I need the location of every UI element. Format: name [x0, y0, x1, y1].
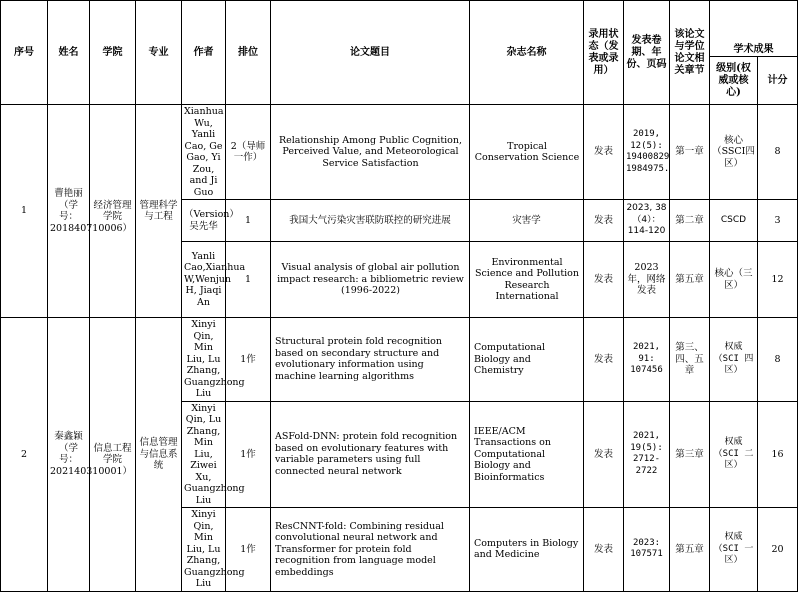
header-chapter: 该论文与学位论文相关章节 [670, 1, 710, 105]
paper-chapter: 第三章 [670, 401, 710, 508]
student-seq: 2 [1, 318, 48, 592]
student-seq: 1 [1, 105, 48, 318]
paper-journal: Computers in Biology and Medicine [470, 508, 584, 592]
paper-author: （Version）吴先华 [182, 200, 226, 242]
paper-status: 发表 [584, 200, 624, 242]
paper-chapter: 第五章 [670, 242, 710, 318]
paper-score: 12 [758, 242, 798, 318]
header-status: 录用状态（发表或录用） [584, 1, 624, 105]
student-college: 信息工程学院 [90, 318, 136, 592]
table-row [1, 105, 798, 200]
header-rank: 排位 [226, 1, 271, 105]
paper-level: 权威（SCI 四区） [710, 318, 758, 402]
paper-title: Structural protein fold recognition based on secondary structure and evolutionary information using machine learning algorithms [271, 318, 470, 402]
paper-score: 8 [758, 318, 798, 402]
header-journal: 杂志名称 [470, 1, 584, 105]
student-major: 管理科学与工程 [136, 105, 182, 318]
paper-journal: Environmental Science and Pollution Research International [470, 242, 584, 318]
header-publish-info: 发表卷期、年份、页码 [624, 1, 670, 105]
paper-chapter: 第一章 [670, 105, 710, 200]
header-college: 学院 [90, 1, 136, 105]
paper-rank: 2（导师一作） [226, 105, 271, 200]
header-score: 计分 [758, 57, 798, 105]
paper-score: 20 [758, 508, 798, 592]
paper-publish-info: 2021, 91: 107456 [624, 318, 670, 402]
student-name: 秦鑫颖（学号：202140310001） [48, 318, 90, 592]
paper-status: 发表 [584, 401, 624, 508]
header-author: 作者 [182, 1, 226, 105]
paper-score: 16 [758, 401, 798, 508]
paper-level: CSCD [710, 200, 758, 242]
header-achievement-group: 学术成果 [710, 1, 798, 57]
paper-author: Xinyi Qin, Min Liu, Lu Zhang, Guangzhong Liu [182, 318, 226, 402]
paper-title: 我国大气污染灾害联防联控的研究进展 [271, 200, 470, 242]
paper-status: 发表 [584, 105, 624, 200]
paper-author: Xianhua Wu, Yanli Cao, Ge Gao, Yi Zou, and Ji Guo [182, 105, 226, 200]
paper-publish-info: 2019, 12(5): 19400829 1984975. [624, 105, 670, 200]
paper-title: ResCNNT-fold: Combining residual convolutional neural network and Transformer for protein fold recognition from language model embeddings [271, 508, 470, 592]
paper-status: 发表 [584, 318, 624, 402]
paper-chapter: 第三、四、五章 [670, 318, 710, 402]
paper-chapter: 第五章 [670, 508, 710, 592]
student-name: 曹艳丽（学号：201840710006） [48, 105, 90, 318]
paper-level: 核心（SSCI四区） [710, 105, 758, 200]
header-seq: 序号 [1, 1, 48, 105]
paper-author: Xinyi Qin, Lu Zhang, Min Liu, Ziwei Xu, Guangzhong Liu [182, 401, 226, 508]
student-college: 经济管理学院 [90, 105, 136, 318]
paper-rank: 1 [226, 200, 271, 242]
paper-title: Visual analysis of global air pollution impact research: a bibliometric review (1996-2022) [271, 242, 470, 318]
paper-publish-info: 2021, 19(5): 2712-2722 [624, 401, 670, 508]
paper-score: 3 [758, 200, 798, 242]
header-paper-title: 论文题目 [271, 1, 470, 105]
paper-status: 发表 [584, 242, 624, 318]
paper-level: 核心（三区） [710, 242, 758, 318]
header-name: 姓名 [48, 1, 90, 105]
paper-level: 权威（SCI 一区） [710, 508, 758, 592]
paper-journal: Computational Biology and Chemistry [470, 318, 584, 402]
paper-status: 发表 [584, 508, 624, 592]
paper-rank: 1作 [226, 318, 271, 402]
paper-level: 权威（SCI 二区） [710, 401, 758, 508]
paper-journal: 灾害学 [470, 200, 584, 242]
paper-author: Yanli Cao,Xianhua W,Wenjun H, Jiaqi An [182, 242, 226, 318]
header-level: 级别(权威或核心) [710, 57, 758, 105]
paper-author: Xinyi Qin, Min Liu, Lu Zhang, Guangzhong Liu [182, 508, 226, 592]
paper-publish-info: 2023年，网络发表 [624, 242, 670, 318]
table-row [1, 318, 798, 402]
paper-chapter: 第二章 [670, 200, 710, 242]
header-major: 专业 [136, 1, 182, 105]
paper-publish-info: 2023, 38（4）：114-120 [624, 200, 670, 242]
paper-publish-info: 2023: 107571 [624, 508, 670, 592]
paper-title: ASFold-DNN: protein fold recognition based on evolutionary features with variable parameters using full connected neural network [271, 401, 470, 508]
paper-journal: Tropical Conservation Science [470, 105, 584, 200]
paper-score: 8 [758, 105, 798, 200]
paper-title: Relationship Among Public Cognition, Perceived Value, and Meteorological Service Satisfaction [271, 105, 470, 200]
paper-rank: 1作 [226, 401, 271, 508]
student-major: 信息管理与信息系统 [136, 318, 182, 592]
paper-rank: 1作 [226, 508, 271, 592]
paper-journal: IEEE/ACM Transactions on Computational Biology and Bioinformatics [470, 401, 584, 508]
header-row [1, 1, 798, 57]
paper-rank: 1 [226, 242, 271, 318]
